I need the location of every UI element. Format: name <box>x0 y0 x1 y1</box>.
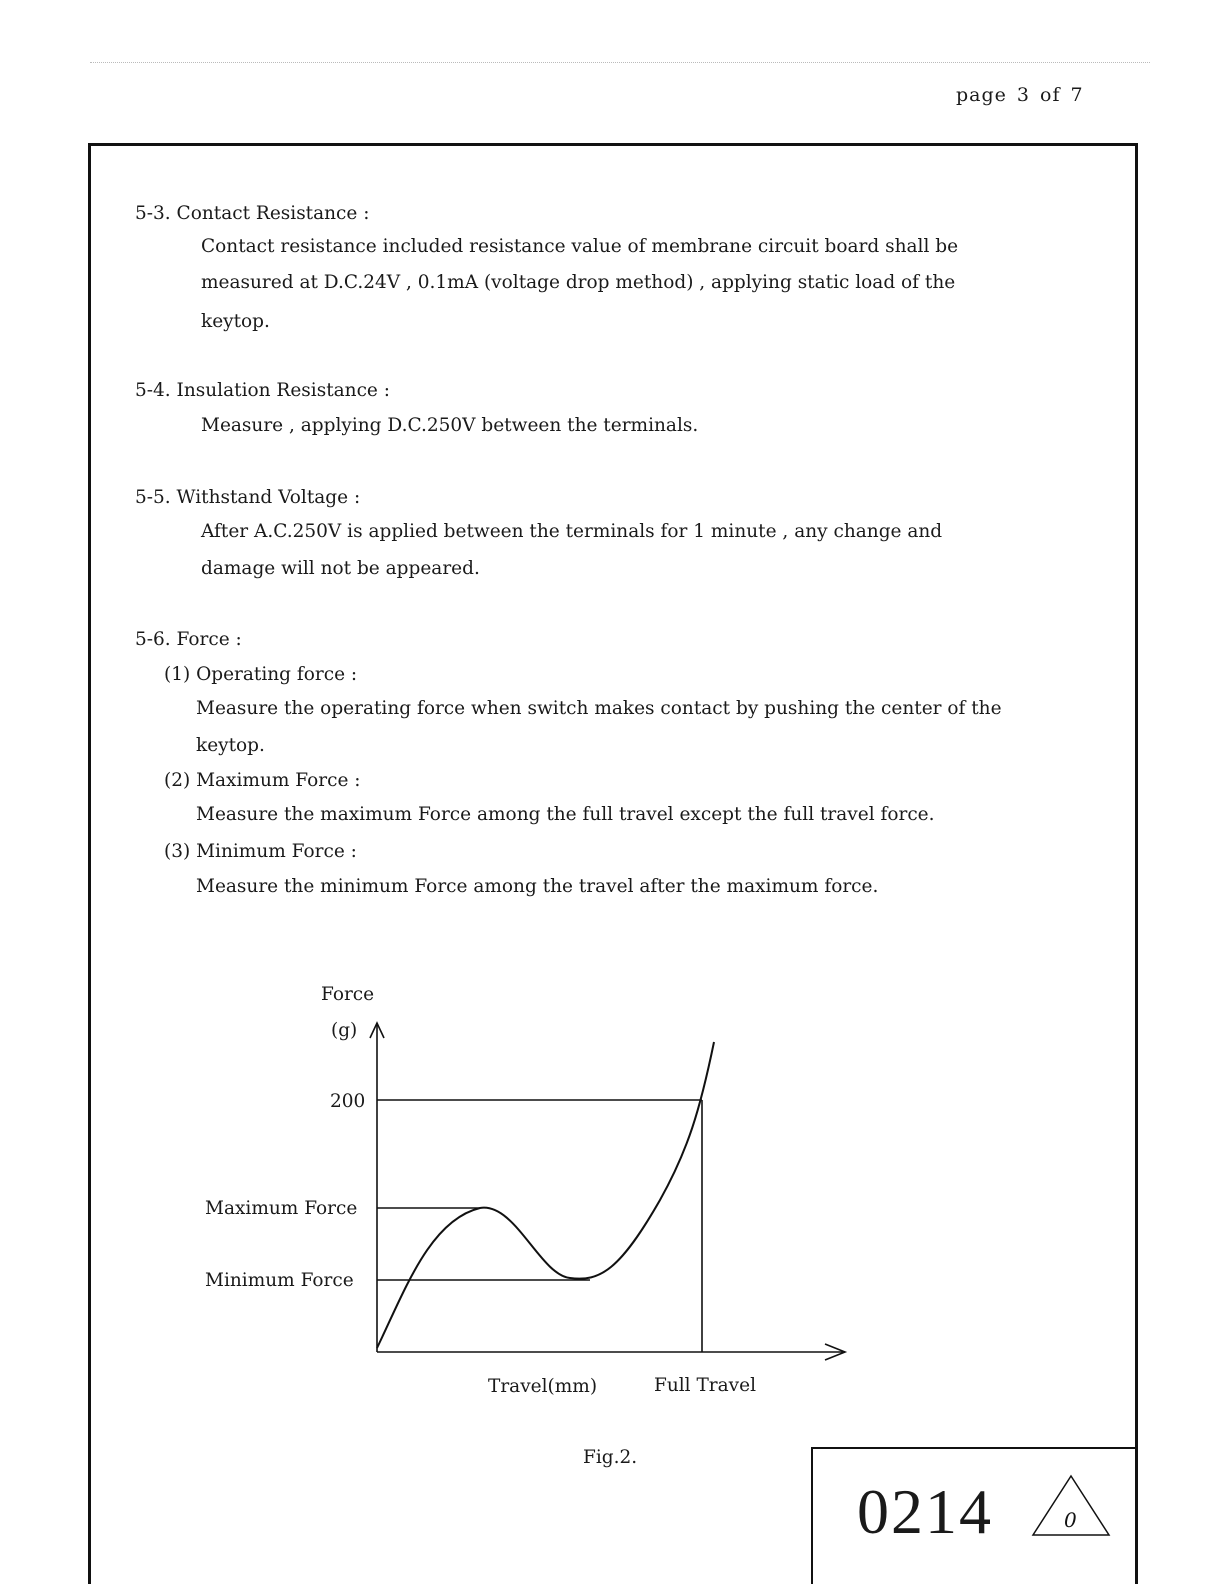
page-word: page <box>956 84 1007 106</box>
y-tick-label: Minimum Force <box>205 1270 354 1291</box>
scan-top-line <box>90 62 1150 63</box>
document-number: 0214 <box>857 1476 993 1547</box>
page-of-word: of <box>1040 84 1061 106</box>
revision-number: 0 <box>1064 1508 1077 1532</box>
section-title-5-4: 5-4. Insulation Resistance : <box>135 380 390 401</box>
page-total: 7 <box>1070 84 1084 106</box>
page-number <box>956 84 1094 106</box>
force-curve <box>377 1042 714 1348</box>
section-5-4-line: Measure , applying D.C.250V between the terminals. <box>201 415 699 436</box>
section-title-5-5: 5-5. Withstand Voltage : <box>135 487 361 508</box>
section-5-5-line: damage will not be appeared. <box>201 558 480 579</box>
x-tick-label: Full Travel <box>654 1375 756 1396</box>
y-axis-label: Force <box>321 984 375 1005</box>
section-5-5-line: After A.C.250V is applied between the terminals for 1 minute , any change and <box>201 521 943 542</box>
y-axis-unit: (g) <box>331 1020 358 1041</box>
force-travel-chart <box>180 960 880 1430</box>
document-number-box <box>811 1447 1138 1584</box>
section-title-5-6: 5-6. Force : <box>135 629 242 650</box>
section-5-3-line: Contact resistance included resistance value of membrane circuit board shall be <box>201 236 959 257</box>
section-5-3-line: keytop. <box>201 311 270 332</box>
item-label-operating-force: (1) Operating force : <box>164 664 358 685</box>
revision-triangle-icon <box>1029 1473 1113 1539</box>
item-label-maximum-force: (2) Maximum Force : <box>164 770 361 791</box>
item-text: Measure the operating force when switch makes contact by pushing the center of the <box>196 698 1002 719</box>
y-tick-label: 200 <box>330 1091 366 1112</box>
item-text: Measure the minimum Force among the travel after the maximum force. <box>196 876 879 897</box>
y-tick-label: Maximum Force <box>205 1198 358 1219</box>
figure-caption: Fig.2. <box>583 1447 638 1468</box>
section-5-3-line: measured at D.C.24V , 0.1mA (voltage drop method) , applying static load of the <box>201 272 956 293</box>
section-title-5-3: 5-3. Contact Resistance : <box>135 203 370 224</box>
item-label-minimum-force: (3) Minimum Force : <box>164 841 357 862</box>
x-axis-label: Travel(mm) <box>488 1376 598 1397</box>
page-current: 3 <box>1016 84 1030 106</box>
item-text: keytop. <box>196 735 265 756</box>
item-text: Measure the maximum Force among the full travel except the full travel force. <box>196 804 935 825</box>
